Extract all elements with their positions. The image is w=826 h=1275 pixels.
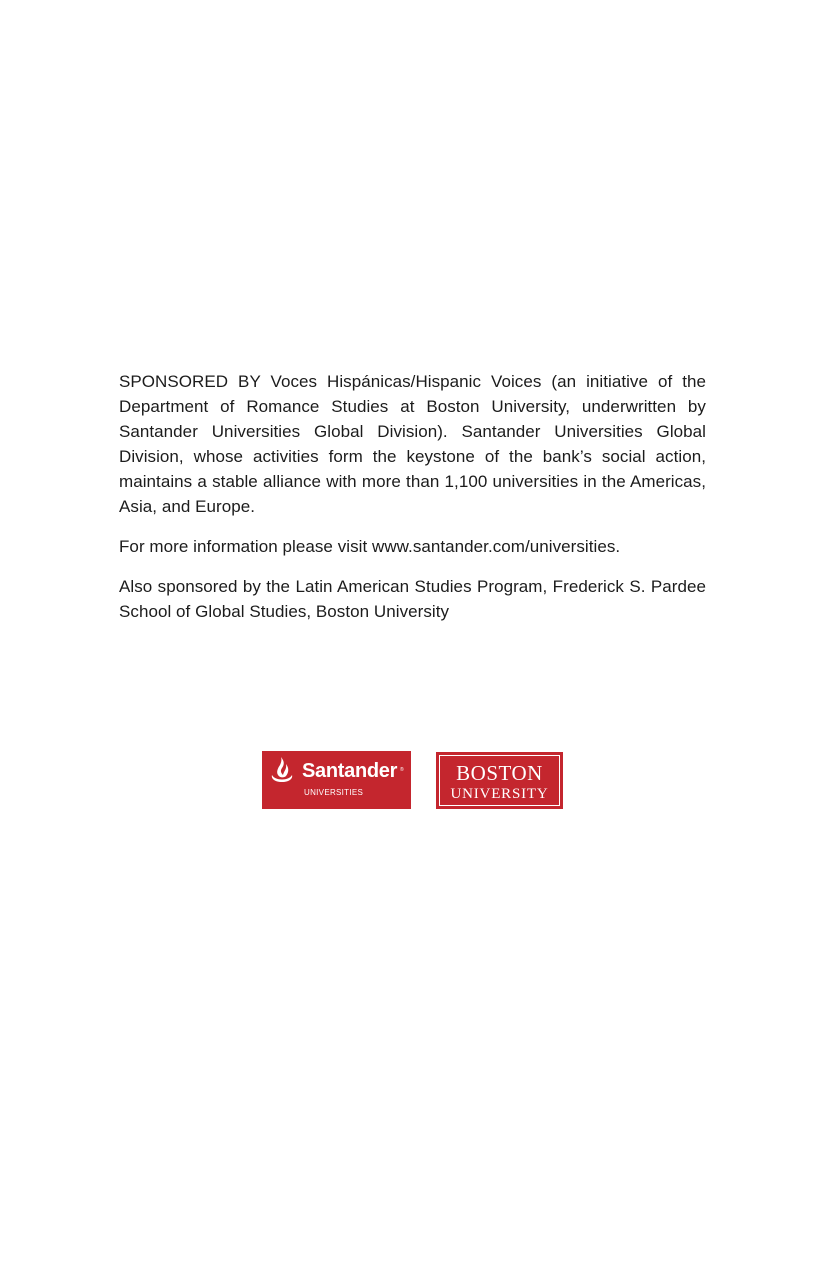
santander-wordmark: Santander bbox=[302, 760, 398, 782]
info-url-paragraph: For more information please visit www.santander.com/universities. bbox=[119, 537, 621, 556]
bu-wordmark-line-2: UNIVERSITY bbox=[450, 786, 549, 802]
santander-subtitle: UNIVERSITIES bbox=[304, 788, 364, 797]
boston-university-frame bbox=[439, 755, 560, 806]
santander-universities-logo bbox=[262, 751, 411, 809]
bu-wordmark-line-1: BOSTON bbox=[456, 761, 543, 785]
sponsor-text-block bbox=[119, 369, 706, 639]
santander-flame-icon bbox=[262, 751, 302, 791]
also-sponsored-paragraph: Also sponsored by the Latin American Studies Program, Frederick S. Pardee School of Global Studies, Boston University bbox=[119, 577, 706, 621]
sponsor-logos bbox=[262, 751, 563, 809]
sponsor-paragraph: SPONSORED BY Voces Hispánicas/Hispanic Voices (an initiative of the Department of Romance Studies at Boston University, underwritten by Santander Universities Global Division). Santander Universities Global Division, whose activities form the keystone of the bank’s social action, maintains a stable alliance with more than 1,100 universities in the Americas, Asia, and Europe. bbox=[119, 372, 706, 516]
registered-mark: ® bbox=[400, 767, 404, 773]
boston-university-logo bbox=[436, 752, 563, 809]
